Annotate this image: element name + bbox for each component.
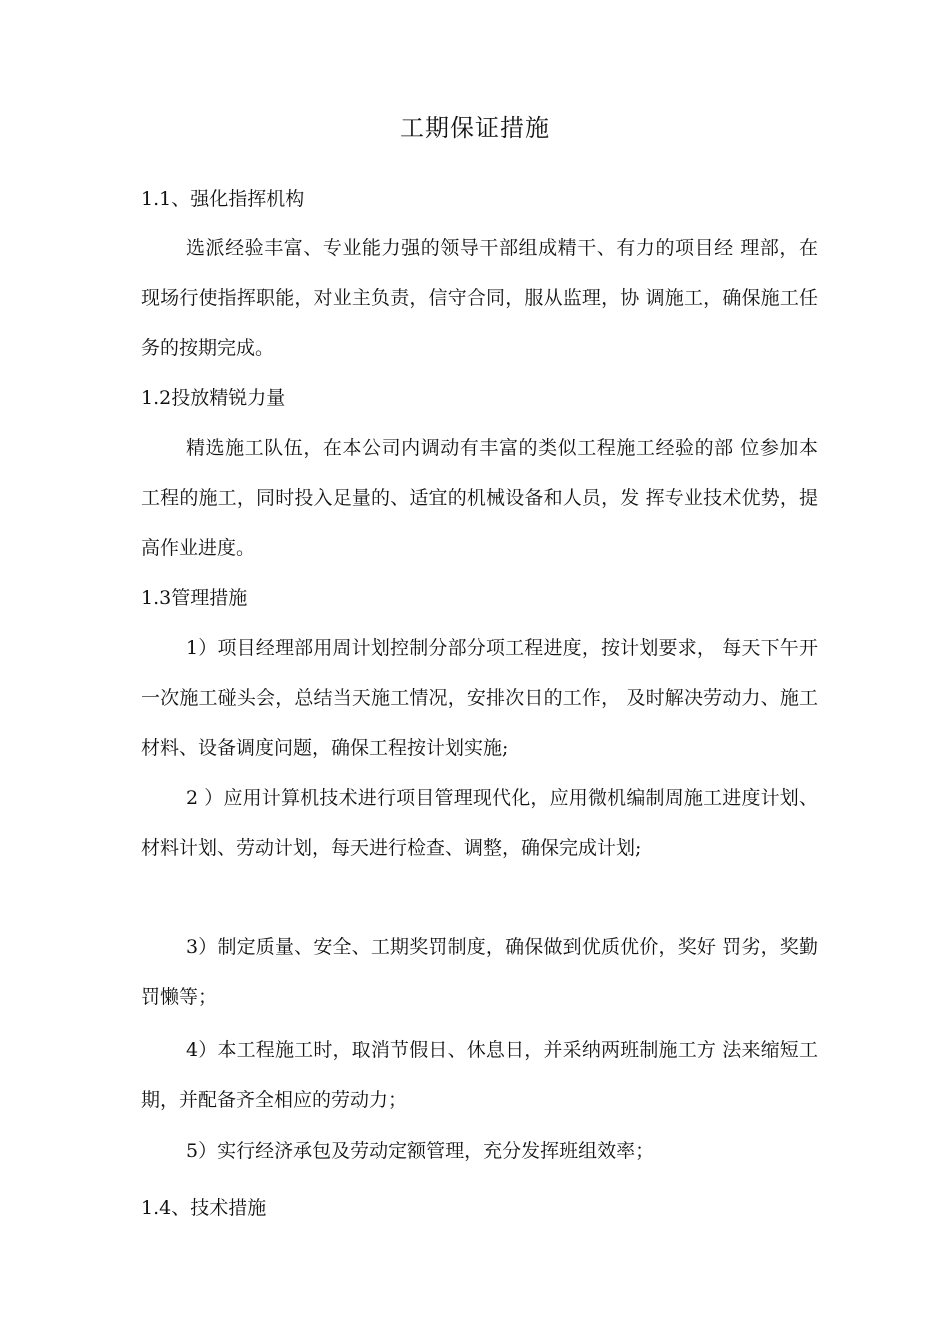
section-heading-1-4: 1.4、技术措施 <box>141 1197 267 1219</box>
section-heading-1-1: 1.1、强化指挥机构 <box>141 188 305 210</box>
document-title: 工期保证措施 <box>400 114 550 142</box>
section-heading-1-3: 1.3管理措施 <box>141 587 248 609</box>
paragraph-management-4: 4）本工程施工时，取消节假日、休息日，并采纳两班制施工方 法来缩短工期，并配备齐全相应的劳动力； <box>141 1039 818 1111</box>
paragraph-management-5: 5）实行经济承包及劳动定额管理，充分发挥班组效率； <box>186 1140 655 1162</box>
paragraph-management-1: 1）项目经理部用周计划控制分部分项工程进度，按计划要求， 每天下午开一次施工碰头会，总结当天施工情况，安排次日的工作， 及时解决劳动力、施工材料、设备调度问题，确保工程按计划实施; <box>141 637 818 759</box>
paragraph-elite-forces: 精选施工队伍，在本公司内调动有丰富的类似工程施工经验的部 位参加本工程的施工，同时投入足量的、适宜的机械设备和人员，发 挥专业技术优势，提高作业进度。 <box>141 437 818 559</box>
paragraph-command-structure: 选派经验丰富、专业能力强的领导干部组成精干、有力的项目经 理部，在现场行使指挥职能，对业主负责，信守合同，服从监理，协 调施工，确保施工任务的按期完成。 <box>141 237 818 359</box>
paragraph-management-2: 2 ）应用计算机技术进行项目管理现代化，应用微机编制周施工进度计划、材料计划、劳动计划，每天进行检查、调整，确保完成计划; <box>141 787 818 859</box>
section-heading-1-2: 1.2投放精锐力量 <box>141 387 286 409</box>
paragraph-management-3: 3）制定质量、安全、工期奖罚制度，确保做到优质优价，奖好 罚劣，奖勤罚懒等； <box>141 936 818 1008</box>
